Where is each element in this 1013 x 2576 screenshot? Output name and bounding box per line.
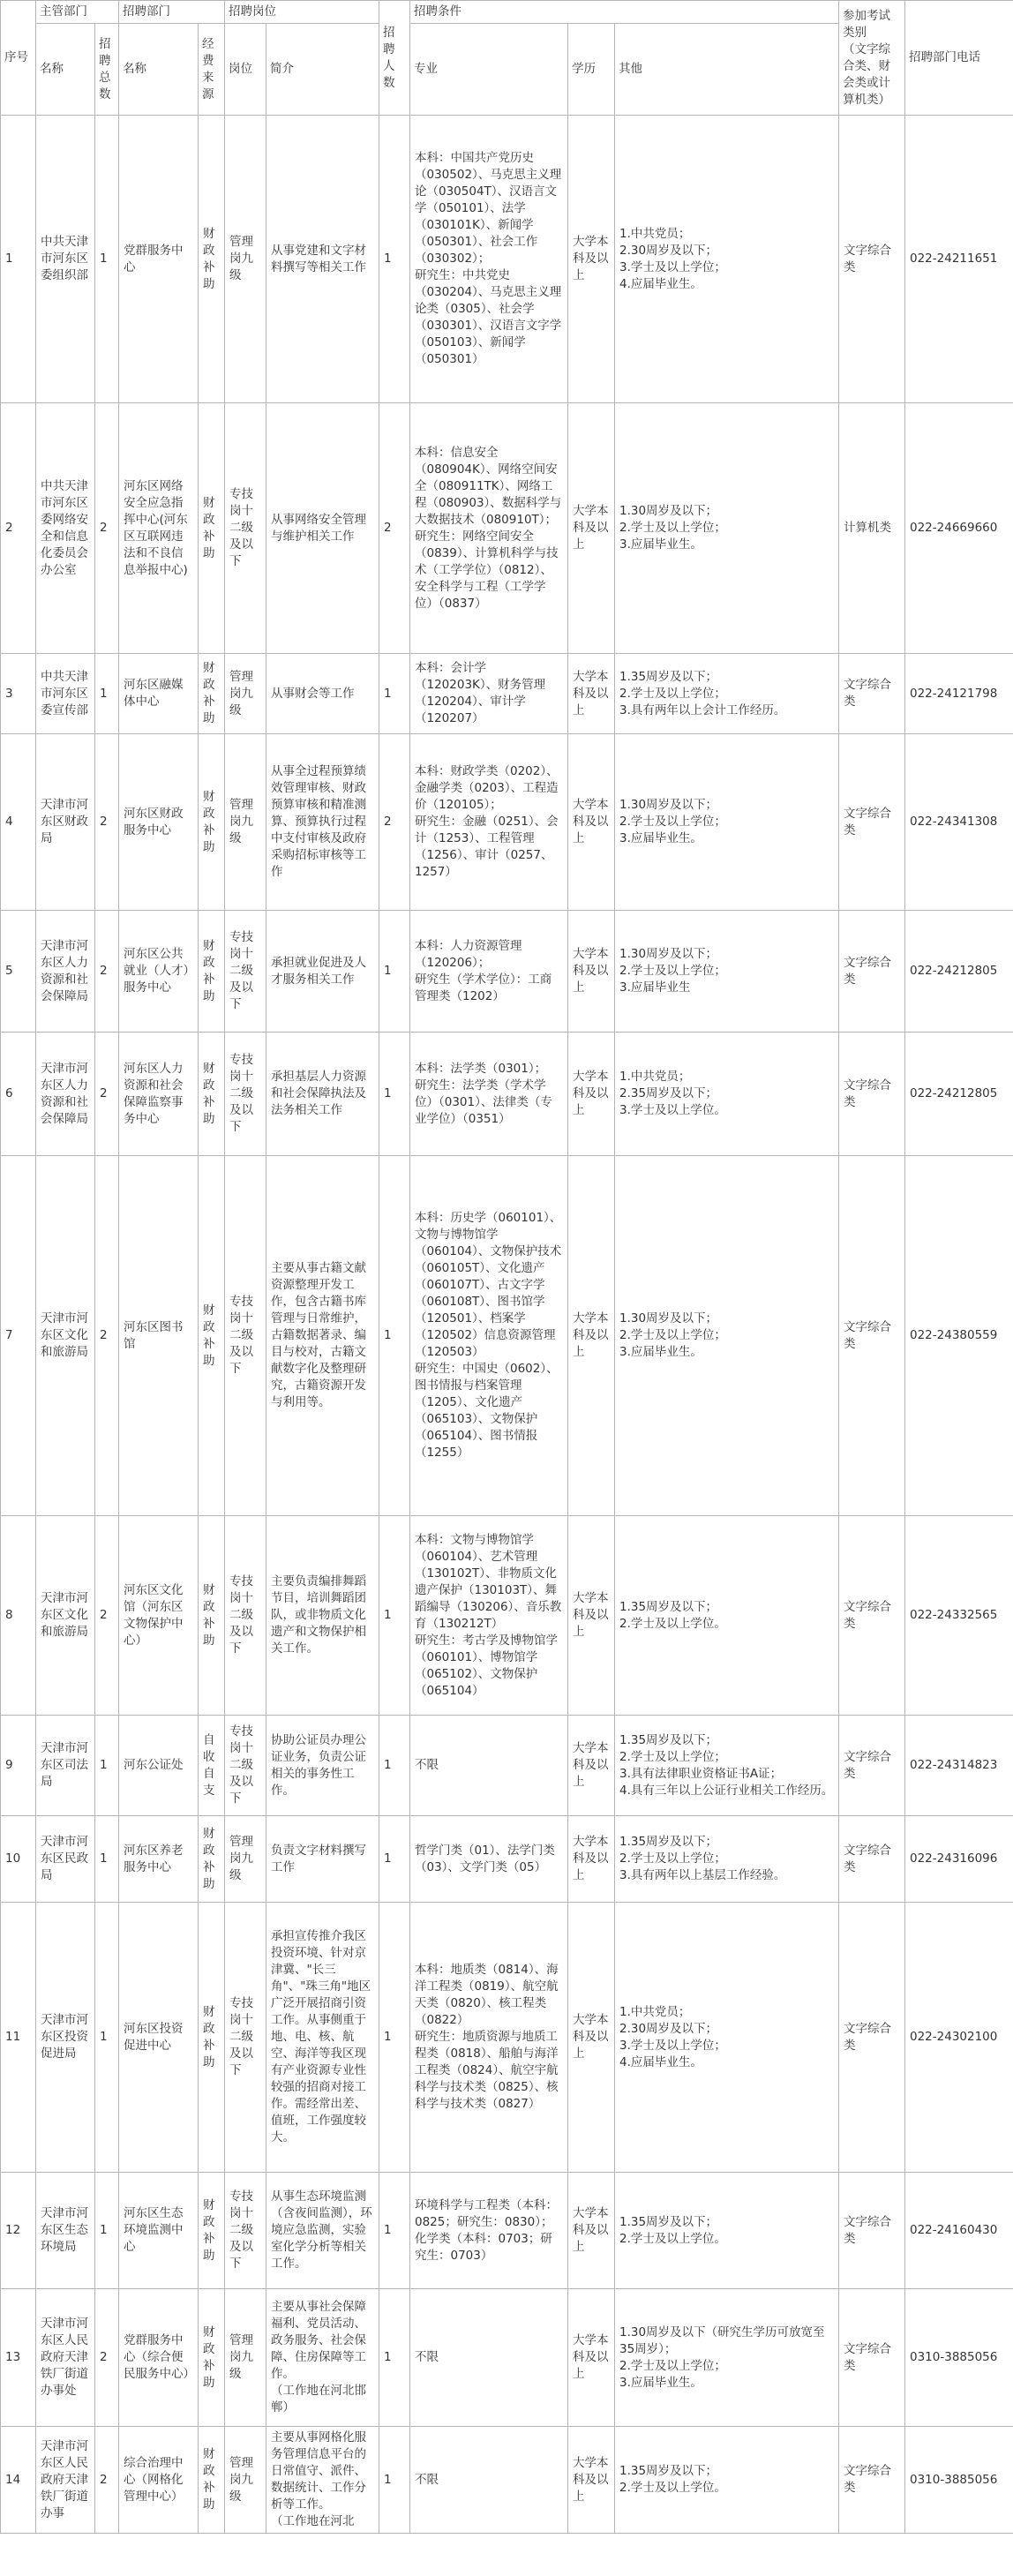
cell-post: 专技岗十二级及以下 <box>225 1033 266 1156</box>
cell-phone: 022-24302100 <box>905 1903 1013 2173</box>
cell-num: 2 <box>379 403 410 654</box>
cell-other: 1.30周岁及以下（研究生学历可放宽至35周岁）； 2.学士及以上学位； 3.应届毕业生。 <box>615 2289 839 2427</box>
cell-unit: 综合治理中心（网格化管理中心） <box>119 2427 199 2534</box>
cell-edu: 大学本科及以上 <box>568 1903 615 2173</box>
cell-seq: 6 <box>1 1033 36 1156</box>
cell-total: 1 <box>95 1816 119 1903</box>
cell-seq: 13 <box>1 2289 36 2427</box>
cell-phone: 022-24380559 <box>905 1156 1013 1516</box>
cell-seq: 8 <box>1 1516 36 1716</box>
header-num: 招聘人数 <box>379 1 410 116</box>
cell-exam: 文字综合类 <box>839 1816 905 1903</box>
cell-num: 1 <box>379 1516 410 1716</box>
cell-other: 1.30周岁及以下； 2.学士及以上学位； 3.应届毕业生。 <box>615 1156 839 1516</box>
cell-desc: 协助公证员办理公证业务，负责公证相关的事务性工作。 <box>266 1716 379 1816</box>
table-row <box>1 1816 1013 1903</box>
cell-num: 1 <box>379 2173 410 2289</box>
cell-unit: 党群服务中心（综合便民服务中心） <box>119 2289 199 2427</box>
header-dept-name: 名称 <box>36 24 95 116</box>
cell-total: 2 <box>95 1156 119 1516</box>
cell-post: 专技岗十二级及以下 <box>225 403 266 654</box>
cell-edu: 大学本科及以上 <box>568 2289 615 2427</box>
cell-unit: 河东区生态环境监测中心 <box>119 2173 199 2289</box>
cell-edu: 大学本科及以上 <box>568 1816 615 1903</box>
cell-desc: 从事党建和文字材料撰写等相关工作 <box>266 116 379 403</box>
header-major: 专业 <box>410 24 568 116</box>
cell-phone: 022-24212805 <box>905 911 1013 1033</box>
cell-total: 1 <box>95 654 119 734</box>
header-unit-name: 名称 <box>119 24 199 116</box>
table-body <box>1 116 1013 2534</box>
cell-unit: 河东区投资促进中心 <box>119 1903 199 2173</box>
cell-dept: 中共天津市河东区委宣传部 <box>36 654 95 734</box>
cell-dept: 中共天津市河东区委网络安全和信息化委员会办公室 <box>36 403 95 654</box>
cell-major: 本科：人力资源管理（120206）； 研究生（学术学位）：工商管理类（1202） <box>410 911 568 1033</box>
cell-total: 1 <box>95 1716 119 1816</box>
cell-num: 2 <box>379 734 410 911</box>
cell-total: 2 <box>95 1033 119 1156</box>
cell-seq: 4 <box>1 734 36 911</box>
cell-num: 1 <box>379 1816 410 1903</box>
cell-exam: 文字综合类 <box>839 116 905 403</box>
cell-funding: 财政补助 <box>199 911 225 1033</box>
cell-major: 不限 <box>410 2289 568 2427</box>
cell-dept: 天津市河东区人民政府天津铁厂街道办事处 <box>36 2289 95 2427</box>
header-dept-total: 招聘总数 <box>95 24 119 116</box>
cell-post: 专技岗十二级及以下 <box>225 911 266 1033</box>
cell-edu: 大学本科及以上 <box>568 1516 615 1716</box>
cell-funding: 财政补助 <box>199 116 225 403</box>
cell-seq: 3 <box>1 654 36 734</box>
cell-exam: 文字综合类 <box>839 2289 905 2427</box>
cell-other: 1.35周岁及以下； 2.学士及以上学位。 <box>615 1516 839 1716</box>
cell-edu: 大学本科及以上 <box>568 403 615 654</box>
cell-edu: 大学本科及以上 <box>568 116 615 403</box>
cell-other: 1.35周岁及以下； 2.学士及以上学位； 3.具有两年以上会计工作经历。 <box>615 654 839 734</box>
cell-dept: 天津市河东区人力资源和社会保障局 <box>36 911 95 1033</box>
table-row <box>1 654 1013 734</box>
cell-edu: 大学本科及以上 <box>568 654 615 734</box>
cell-edu: 大学本科及以上 <box>568 734 615 911</box>
cell-dept: 天津市河东区民政局 <box>36 1816 95 1903</box>
table-row <box>1 1156 1013 1516</box>
cell-exam: 文字综合类 <box>839 911 905 1033</box>
table-row <box>1 1903 1013 2173</box>
cell-post: 管理岗九级 <box>225 734 266 911</box>
cell-post: 管理岗九级 <box>225 1816 266 1903</box>
cell-total: 2 <box>95 734 119 911</box>
cell-funding: 财政补助 <box>199 654 225 734</box>
cell-phone: 022-24316096 <box>905 1816 1013 1903</box>
cell-seq: 12 <box>1 2173 36 2289</box>
cell-phone: 022-24211651 <box>905 116 1013 403</box>
cell-exam: 计算机类 <box>839 403 905 654</box>
cell-phone: 022-24669660 <box>905 403 1013 654</box>
cell-num: 1 <box>379 2289 410 2427</box>
cell-phone: 022-24160430 <box>905 2173 1013 2289</box>
cell-total: 1 <box>95 2173 119 2289</box>
cell-major: 环境科学与工程类（本科：0825；研究生：0830）；化学类（本科：0703；研究生：0703） <box>410 2173 568 2289</box>
table-row <box>1 734 1013 911</box>
cell-phone: 022-24341308 <box>905 734 1013 911</box>
cell-phone: 0310-3885056 <box>905 2289 1013 2427</box>
cell-seq: 14 <box>1 2427 36 2534</box>
cell-major: 本科：中国共产党历史（030502）、马克思主义理论（030504T）、汉语言文学（050101）、法学（030101K）、新闻学（050301）、社会工作（030302）； 研究生：中共党史（030204）、马克思主义理论类（0305）、社会学（030301）、汉语言文字学（050103）、新闻学（050301） <box>410 116 568 403</box>
header-cond: 招聘条件 <box>410 1 839 24</box>
header-dept: 主管部门 <box>36 1 119 24</box>
header-post: 招聘岗位 <box>225 1 379 24</box>
cell-major: 本科：信息安全（080904K）、网络空间安全（080911TK）、网络工程（080903）、数据科学与大数据技术（080910T）； 研究生：网络空间安全（0839）、计算机科学与技术（工学学位）（0812）、安全科学与工程（工学学位）（0837） <box>410 403 568 654</box>
cell-total: 2 <box>95 1516 119 1716</box>
cell-dept: 中共天津市河东区委组织部 <box>36 116 95 403</box>
header-phone: 招聘部门电话 <box>905 1 1013 116</box>
table-row <box>1 911 1013 1033</box>
header-other: 其他 <box>615 24 839 116</box>
cell-unit: 河东公证处 <box>119 1716 199 1816</box>
cell-major: 哲学门类（01）、法学门类（03）、文学门类（05） <box>410 1816 568 1903</box>
cell-other: 1.30周岁及以下； 2.学士及以上学位； 3.应届毕业生。 <box>615 734 839 911</box>
cell-unit: 河东区财政服务中心 <box>119 734 199 911</box>
cell-num: 1 <box>379 2427 410 2534</box>
cell-phone: 022-24332565 <box>905 1516 1013 1716</box>
table-row <box>1 1033 1013 1156</box>
cell-num: 1 <box>379 1156 410 1516</box>
cell-dept: 天津市河东区人力资源和社会保障局 <box>36 1033 95 1156</box>
cell-edu: 大学本科及以上 <box>568 1156 615 1516</box>
cell-post: 专技岗十二级及以下 <box>225 1516 266 1716</box>
cell-funding: 自收自支 <box>199 1716 225 1816</box>
cell-total: 2 <box>95 403 119 654</box>
cell-total: 2 <box>95 911 119 1033</box>
cell-funding: 财政补助 <box>199 1033 225 1156</box>
cell-dept: 天津市河东区司法局 <box>36 1716 95 1816</box>
cell-seq: 7 <box>1 1156 36 1516</box>
header-post-desc: 简介 <box>266 24 379 116</box>
cell-exam: 文字综合类 <box>839 654 905 734</box>
cell-phone: 0310-3885056 <box>905 2427 1013 2534</box>
cell-desc: 主要负责编排舞蹈节目，培训舞蹈团队，或非物质文化遗产和文物保护相关工作。 <box>266 1516 379 1716</box>
cell-major: 不限 <box>410 2427 568 2534</box>
cell-dept: 天津市河东区投资促进局 <box>36 1903 95 2173</box>
header-exam-sub: （文字综合类、财会类或计算机类） <box>843 41 890 107</box>
header-funding: 经费来源 <box>199 24 225 116</box>
cell-desc: 从事生态环境监测（含夜间监测），环境应急监测，实验室化学分析等相关工作。 <box>266 2173 379 2289</box>
cell-unit: 河东区养老服务中心 <box>119 1816 199 1903</box>
cell-major: 本科：财政学类（0202）、金融学类（0203）、工程造价（120105）； 研究生：金融（0251）、会计（1253）、工程管理（1256）、审计（0257、1257） <box>410 734 568 911</box>
cell-exam: 文字综合类 <box>839 2427 905 2534</box>
cell-post: 专技岗十二级及以下 <box>225 2173 266 2289</box>
cell-total: 2 <box>95 2427 119 2534</box>
cell-total: 2 <box>95 2289 119 2427</box>
cell-other: 1.35周岁及以下； 2.学士及以上学位。 <box>615 2173 839 2289</box>
cell-funding: 财政补助 <box>199 2427 225 2534</box>
cell-other: 1.30周岁及以下； 2.学士及以上学位； 3.应届毕业生 <box>615 911 839 1033</box>
cell-desc: 主要从事网格化服务管理信息平台的日常值守、派件、数据统计、工作分析等工作。 （工作地在河北 <box>266 2427 379 2534</box>
cell-dept: 天津市河东区财政局 <box>36 734 95 911</box>
cell-edu: 大学本科及以上 <box>568 1033 615 1156</box>
cell-post: 管理岗九级 <box>225 116 266 403</box>
cell-other: 1.中共党员； 2.30周岁及以下； 3.学士及以上学位； 4.应届毕业生。 <box>615 1903 839 2173</box>
table-row <box>1 403 1013 654</box>
cell-seq: 2 <box>1 403 36 654</box>
cell-total: 1 <box>95 1903 119 2173</box>
cell-phone: 022-24121798 <box>905 654 1013 734</box>
cell-desc: 承担基层人力资源和社会保障执法及法务相关工作 <box>266 1033 379 1156</box>
cell-num: 1 <box>379 116 410 403</box>
cell-other: 1.30周岁及以下； 2.学士及以上学位； 3.应届毕业生。 <box>615 403 839 654</box>
cell-num: 1 <box>379 654 410 734</box>
cell-desc: 从事全过程预算绩效管理审核、财政预算审核和精准测算、预算执行过程中支付审核及政府采购招标审核等工作 <box>266 734 379 911</box>
cell-edu: 大学本科及以上 <box>568 911 615 1033</box>
cell-seq: 9 <box>1 1716 36 1816</box>
cell-funding: 财政补助 <box>199 2289 225 2427</box>
table-row <box>1 2173 1013 2289</box>
cell-major: 本科：历史学（060101）、文物与博物馆学（060104）、文物保护技术（060105T）、文化遗产（060107T）、古文字学（060108T）、图书馆学（120501）、档案学（120502）信息资源管理（120503） 研究生：中国史（0602）、图书情报与档案管理（1205）、文化遗产（065103）、文物保护（065104）、图书情报（1255） <box>410 1156 568 1516</box>
header-edu: 学历 <box>568 24 615 116</box>
cell-desc: 主要从事古籍文献资源整理开发工作，包含古籍书库管理与日常维护，古籍数据著录、编目与校对，古籍文献数字化及整理研究，古籍资源开发与利用等。 <box>266 1156 379 1516</box>
table-row <box>1 2427 1013 2534</box>
cell-desc: 从事财会等工作 <box>266 654 379 734</box>
cell-exam: 文字综合类 <box>839 1516 905 1716</box>
cell-edu: 大学本科及以上 <box>568 2173 615 2289</box>
cell-exam: 文字综合类 <box>839 1903 905 2173</box>
cell-other: 1.中共党员； 2.30周岁及以下； 3.学士及以上学位； 4.应届毕业生。 <box>615 116 839 403</box>
cell-other: 1.35周岁及以下； 2.学士及以上学位； 3.具有法律职业资格证书A证； 4.具有三年以上公证行业相关工作经历。 <box>615 1716 839 1816</box>
cell-unit: 河东区融媒体中心 <box>119 654 199 734</box>
cell-funding: 财政补助 <box>199 1816 225 1903</box>
cell-funding: 财政补助 <box>199 1516 225 1716</box>
header-unit: 招聘部门 <box>119 1 225 24</box>
cell-unit: 河东区图书馆 <box>119 1156 199 1516</box>
cell-post: 管理岗九级 <box>225 654 266 734</box>
cell-dept: 天津市河东区文化和旅游局 <box>36 1516 95 1716</box>
cell-seq: 1 <box>1 116 36 403</box>
cell-phone: 022-24314823 <box>905 1716 1013 1816</box>
cell-phone: 022-24212805 <box>905 1033 1013 1156</box>
cell-major: 不限 <box>410 1716 568 1816</box>
cell-other: 1.35周岁及以下； 2.学士及以上学位； 3.具有两年以上基层工作经验。 <box>615 1816 839 1903</box>
cell-desc: 负责文字材料撰写工作 <box>266 1816 379 1903</box>
cell-seq: 11 <box>1 1903 36 2173</box>
header-post-name: 岗位 <box>225 24 266 116</box>
cell-major: 本科：地质类（0814）、海洋工程类（0819）、航空航天类（0820）、核工程类（0822） 研究生：地质资源与地质工程类（0818）、船舶与海洋工程类（0824）、航空宇航科学与技术类（0825）、核科学与技术类（0827） <box>410 1903 568 2173</box>
cell-unit: 河东区公共就业（人才）服务中心 <box>119 911 199 1033</box>
table-row <box>1 116 1013 403</box>
cell-post: 专技岗十二级及以下 <box>225 1903 266 2173</box>
cell-post: 管理岗九级 <box>225 2427 266 2534</box>
table-row <box>1 2289 1013 2427</box>
cell-post: 专技岗十二级及以下 <box>225 1716 266 1816</box>
cell-exam: 文字综合类 <box>839 734 905 911</box>
cell-num: 1 <box>379 1903 410 2173</box>
cell-desc: 承担就业促进及人才服务相关工作 <box>266 911 379 1033</box>
cell-funding: 财政补助 <box>199 2173 225 2289</box>
header-exam-title: 参加考试类别 <box>843 8 890 40</box>
cell-dept: 天津市河东区文化和旅游局 <box>36 1156 95 1516</box>
cell-major: 本科：会计学（120203K）、财务管理（120204）、审计学（120207） <box>410 654 568 734</box>
cell-other: 1.中共党员； 2.35周岁及以下； 3.学士及以上学位。 <box>615 1033 839 1156</box>
table-row <box>1 1516 1013 1716</box>
cell-desc: 主要从事社会保障福利、党员活动、政务服务、社会保障、住房保障等工作。 （工作地在河北邯郸） <box>266 2289 379 2427</box>
cell-dept: 天津市河东区生态环境局 <box>36 2173 95 2289</box>
cell-edu: 大学本科及以上 <box>568 2427 615 2534</box>
cell-other: 1.35周岁及以下； 2.学士及以上学位。 <box>615 2427 839 2534</box>
cell-funding: 财政补助 <box>199 734 225 911</box>
cell-funding: 财政补助 <box>199 403 225 654</box>
cell-total: 1 <box>95 116 119 403</box>
header-seq: 序号 <box>1 1 36 116</box>
cell-desc: 承担宣传推介我区投资环境、针对京津冀、"长三角"、"珠三角"地区广泛开展招商引资工作。从事侧重于地、电、核、航空、海洋等我区现有产业资源专业性较强的招商对接工作。需经常出差、值班，工作强度较大。 <box>266 1903 379 2173</box>
cell-exam: 文字综合类 <box>839 1156 905 1516</box>
cell-unit: 河东区文化馆（河东区文物保护中心） <box>119 1516 199 1716</box>
cell-major: 本科：法学类（0301）； 研究生：法学类（学术学位）（0301）、法律类（专业学位）（0351） <box>410 1033 568 1156</box>
cell-edu: 大学本科及以上 <box>568 1716 615 1816</box>
cell-dept: 天津市河东区人民政府天津铁厂街道办事 <box>36 2427 95 2534</box>
cell-funding: 财政补助 <box>199 1156 225 1516</box>
cell-exam: 文字综合类 <box>839 1716 905 1816</box>
cell-exam: 文字综合类 <box>839 2173 905 2289</box>
cell-major: 本科：文物与博物馆学（060104）、艺术管理（130102T）、非物质文化遗产保护（130103T）、舞蹈编导（130206）、音乐教育（130212T） 研究生：考古学及博物馆学（060101）、博物馆学（065102）、文物保护（065104） <box>410 1516 568 1716</box>
cell-post: 专技岗十二级及以下 <box>225 1156 266 1516</box>
cell-exam: 文字综合类 <box>839 1033 905 1156</box>
table-row <box>1 1716 1013 1816</box>
table-header <box>1 1 1013 116</box>
cell-seq: 10 <box>1 1816 36 1903</box>
cell-desc: 从事网络安全管理与维护相关工作 <box>266 403 379 654</box>
cell-post: 管理岗九级 <box>225 2289 266 2427</box>
cell-num: 1 <box>379 1716 410 1816</box>
cell-unit: 河东区网络安全应急指挥中心(河东区互联网违法和不良信息举报中心) <box>119 403 199 654</box>
cell-funding: 财政补助 <box>199 1903 225 2173</box>
cell-num: 1 <box>379 1033 410 1156</box>
cell-seq: 5 <box>1 911 36 1033</box>
cell-unit: 河东区人力资源和社会保障监察事务中心 <box>119 1033 199 1156</box>
cell-num: 1 <box>379 911 410 1033</box>
cell-unit: 党群服务中心 <box>119 116 199 403</box>
header-exam <box>839 1 905 116</box>
